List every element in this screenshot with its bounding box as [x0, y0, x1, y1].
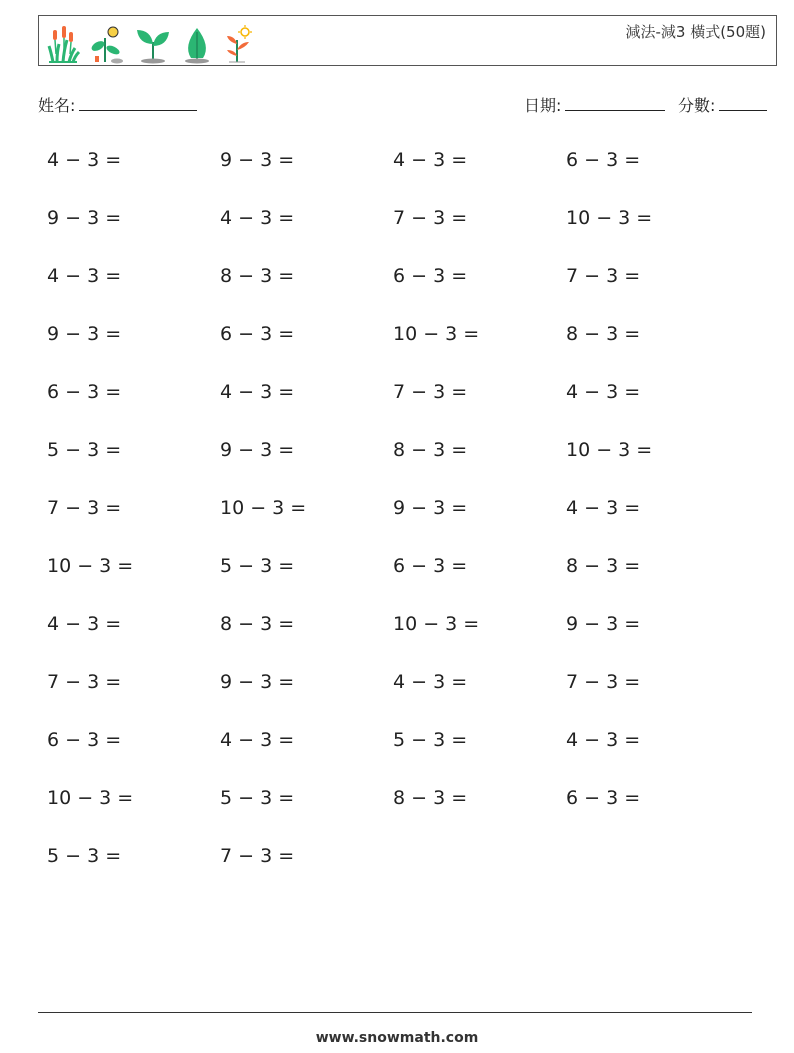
problem-item: 5 − 3 =: [393, 729, 468, 751]
problem-item: 9 − 3 =: [566, 613, 641, 635]
flower-seedling-icon: [89, 24, 125, 64]
score-label: 分數:: [678, 96, 716, 115]
problem-item: 8 − 3 =: [566, 323, 641, 345]
problem-item: 8 − 3 =: [220, 265, 295, 287]
problem-item: 8 − 3 =: [393, 787, 468, 809]
score-field: [678, 93, 767, 116]
problem-item: 4 − 3 =: [47, 149, 122, 171]
problem-grid: [47, 148, 739, 902]
problem-item: 9 − 3 =: [47, 323, 122, 345]
problem-item: 6 − 3 =: [47, 729, 122, 751]
problem-item: 10 − 3 =: [393, 613, 480, 635]
name-field: [38, 93, 197, 116]
date-field: [524, 93, 665, 116]
problem-item: 4 − 3 =: [566, 381, 641, 403]
date-label: 日期:: [524, 96, 562, 115]
name-blank: [79, 96, 197, 111]
problem-item: 10 − 3 =: [566, 207, 653, 229]
problem-item: 7 − 3 =: [566, 671, 641, 693]
problem-item: 5 − 3 =: [47, 439, 122, 461]
problem-item: 6 − 3 =: [566, 787, 641, 809]
problem-item: 7 − 3 =: [47, 671, 122, 693]
problem-item: 10 − 3 =: [566, 439, 653, 461]
sun-flower-icon: [221, 24, 257, 64]
problem-item: 6 − 3 =: [47, 381, 122, 403]
problem-item: 5 − 3 =: [47, 845, 122, 867]
problem-item: 9 − 3 =: [220, 149, 295, 171]
problem-item: 5 − 3 =: [220, 555, 295, 577]
header-box: [38, 15, 777, 66]
problem-item: 4 − 3 =: [47, 613, 122, 635]
leaf-plant-icon: [181, 24, 213, 64]
problem-item: 6 − 3 =: [566, 149, 641, 171]
sprout-icon: [133, 24, 173, 64]
problem-item: 7 − 3 =: [393, 381, 468, 403]
problem-item: 10 − 3 =: [47, 787, 134, 809]
problem-item: 4 − 3 =: [566, 729, 641, 751]
problem-item: 6 − 3 =: [393, 265, 468, 287]
problem-item: 4 − 3 =: [566, 497, 641, 519]
problem-item: 4 − 3 =: [220, 729, 295, 751]
problem-item: 4 − 3 =: [47, 265, 122, 287]
problem-item: 10 − 3 =: [47, 555, 134, 577]
score-blank: [719, 96, 767, 111]
problem-item: 4 − 3 =: [393, 149, 468, 171]
problem-item: 7 − 3 =: [393, 207, 468, 229]
name-label: 姓名:: [38, 96, 76, 115]
problem-item: 9 − 3 =: [220, 439, 295, 461]
problem-item: 10 − 3 =: [393, 323, 480, 345]
footer-divider: [38, 1012, 752, 1013]
problem-item: 9 − 3 =: [220, 671, 295, 693]
problem-item: 4 − 3 =: [393, 671, 468, 693]
problem-item: 5 − 3 =: [220, 787, 295, 809]
problem-item: 7 − 3 =: [220, 845, 295, 867]
date-blank: [565, 96, 665, 111]
problem-item: 9 − 3 =: [393, 497, 468, 519]
problem-item: 8 − 3 =: [566, 555, 641, 577]
footer-url: www.snowmath.com: [315, 1030, 479, 1046]
worksheet-title: 減法-減3 橫式(50題): [625, 23, 766, 41]
problem-item: 8 − 3 =: [393, 439, 468, 461]
problem-item: 9 − 3 =: [47, 207, 122, 229]
cattail-plant-icon: [45, 24, 81, 64]
problem-item: 8 − 3 =: [220, 613, 295, 635]
problem-item: 7 − 3 =: [47, 497, 122, 519]
problem-item: 7 − 3 =: [566, 265, 641, 287]
problem-item: 6 − 3 =: [393, 555, 468, 577]
problem-item: 6 − 3 =: [220, 323, 295, 345]
problem-item: 4 − 3 =: [220, 381, 295, 403]
problem-item: 10 − 3 =: [220, 497, 307, 519]
header-icons: [45, 20, 257, 64]
problem-item: 4 − 3 =: [220, 207, 295, 229]
